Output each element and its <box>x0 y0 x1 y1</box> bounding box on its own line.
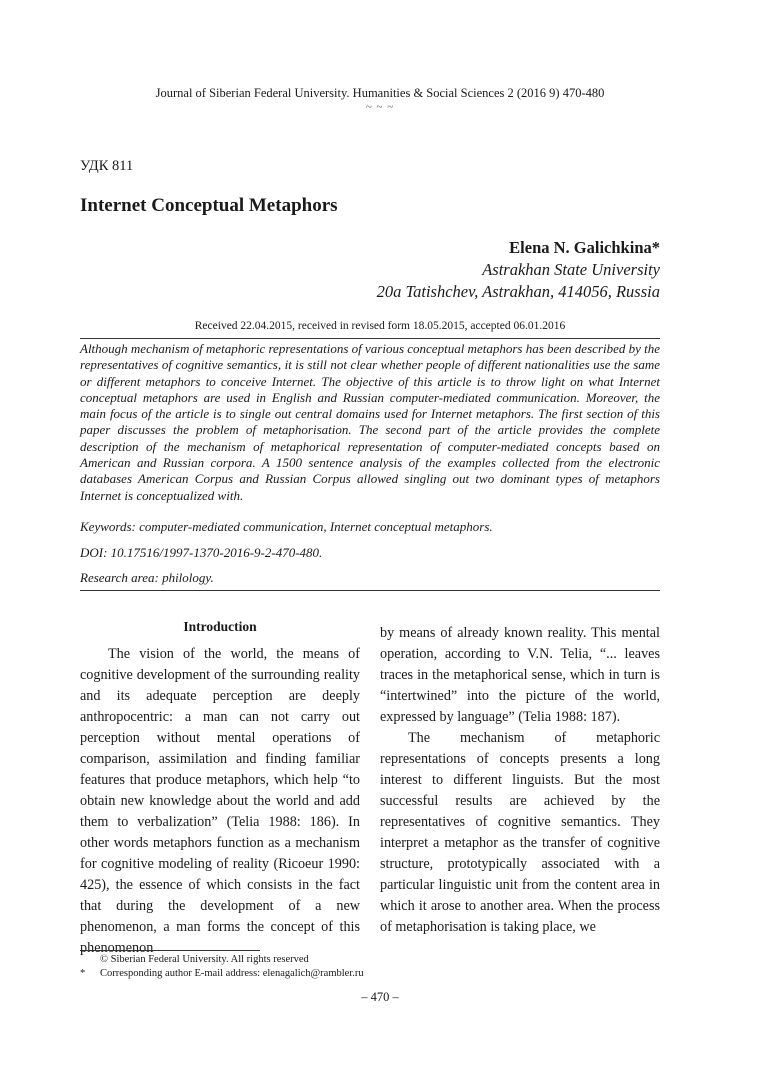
journal-header: Journal of Siberian Federal University. Humanities & Social Sciences 2 (2016 9) 470-480 <box>155 86 605 100</box>
author-name: Elena N. Galichkina* <box>509 238 660 257</box>
footnote-rule <box>80 950 260 951</box>
intro-paragraph-1: The vision of the world, the means of cognitive development of the surrounding reality and its adequate perception are deeply anthropocentric: a man can not carry out perception without mental operations of comparison, assimilation and finding familiar features that produce metaphors, which help “to obtain new knowledge about the world and add them to verbalization” (Telia 1988: 186). In other words metaphors function as a mechanism for cognitive modeling of reality (Ricoeur 1990: 425), the essence of which consists in the fact that during the development of a new phenomenon, a man forms the concept of this phenomenon <box>80 646 360 956</box>
page-number: – 470 – <box>361 990 399 1004</box>
footnote-copyright: © Siberian Federal University. All rights reserved <box>100 954 309 965</box>
abstract: Although mechanism of metaphoric representations of various conceptual metaphors has been described by the representatives of cognitive semantics, it is still not clear whether people of different nationalities use the same or different metaphors to conceive Internet. The objective of this article is to throw light on what Internet conceptual metaphors are used in English and Russian computer-mediated communication. Moreover, the main focus of the article is to single out central domains used for Internet metaphors. The first section of this paper discusses the problem of metaphorisation. The second part of the article provides the complete description of the mechanism of metaphorical representation of computer-mediated concepts based on American and Russian corpora. A 1500 sentence analysis of the examples collected from the electronic databases American Corpus and Russian Corpus allowed singling out two dominant types of metaphors Internet is conceptualized with. <box>80 341 660 503</box>
section-heading-introduction: Introduction <box>183 619 257 634</box>
author-address: 20a Tatishchev, Astrakhan, 414056, Russia <box>376 282 660 301</box>
article-title: Internet Conceptual Metaphors <box>80 195 338 216</box>
received-dates: Received 22.04.2015, received in revised form 18.05.2015, accepted 06.01.2016 <box>194 320 566 332</box>
research-area: Research area: philology. <box>80 570 214 585</box>
doi: DOI: 10.17516/1997-1370-2016-9-2-470-480. <box>80 545 323 560</box>
left-column <box>80 644 360 959</box>
header-ornament: ~ ~ ~ <box>365 101 395 113</box>
keywords: Keywords: computer-mediated communication, Internet conceptual metaphors. <box>80 519 493 534</box>
footnote-corresponding-author: Corresponding author E-mail address: elenagalich@rambler.ru <box>100 968 364 979</box>
footnote-asterisk: * <box>80 968 86 979</box>
udk-code: УДК 811 <box>80 158 134 174</box>
abstract-bottom-rule <box>80 590 660 591</box>
intro-paragraph-2: The mechanism of metaphoric representations of concepts presents a long interest to different linguists. But the most successful results are achieved by the representatives of cognitive semantics. They interpret a metaphor as the transfer of cognitive structure, prototypically associated with a particular linguistic unit from the content area in which it arose to another area. When the process of metaphorisation is taking place, we <box>380 730 660 935</box>
author-affiliation: Astrakhan State University <box>482 260 660 279</box>
right-column <box>380 623 660 938</box>
author-block <box>377 237 660 303</box>
intro-paragraph-1-continued: by means of already known reality. This mental operation, according to V.N. Telia, “... leaves traces in the metaphorical sense, which in turn is “intertwined” into the picture of the world, expressed by language” (Telia 1988: 187). <box>380 625 660 725</box>
abstract-top-rule <box>80 338 660 339</box>
